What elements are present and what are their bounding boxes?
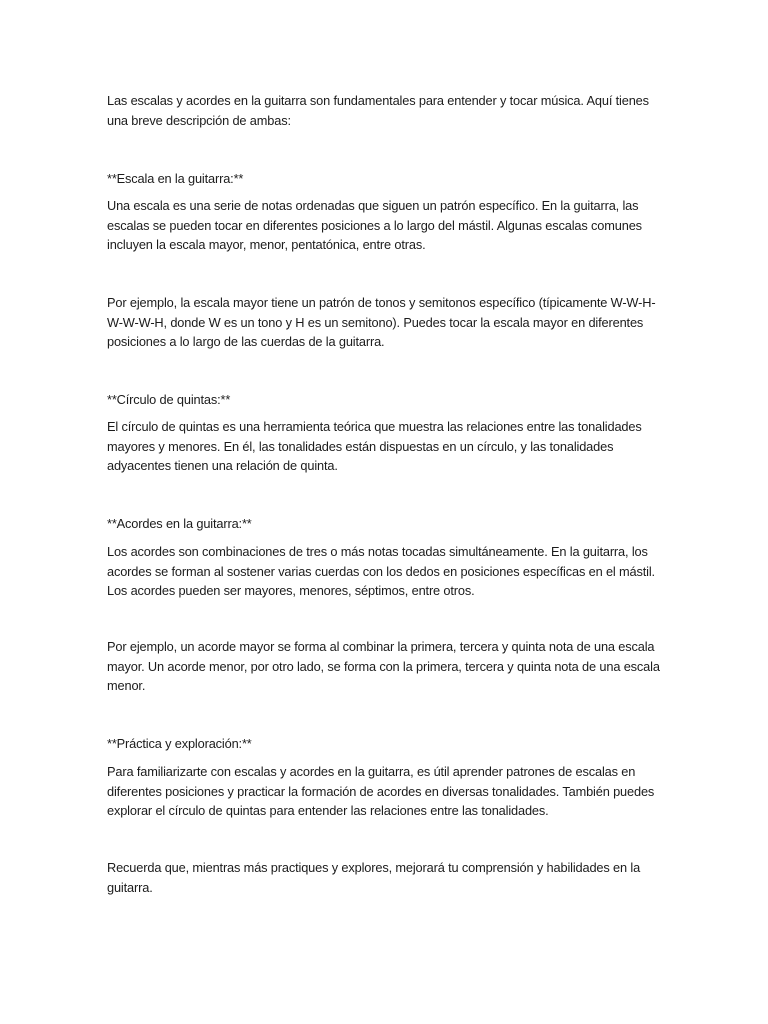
escala-paragraph-2: Por ejemplo, la escala mayor tiene un patrón de tonos y semitonos específico (típicamente W-W-H-W-W-W-H, donde W es un tono y H es un semitono). Puedes tocar la escala mayor en diferentes posiciones a lo largo de las cuerdas de la guitarra. bbox=[107, 295, 656, 350]
practica-paragraph-1: Para familiarizarte con escalas y acordes en la guitarra, es útil aprender patrones de escalas en diferentes posiciones y practicar la formación de acordes en diversas tonalidades. También puedes explorar el círculo de quintas para entender las relaciones entre las tonalidades. bbox=[107, 764, 655, 819]
circulo-paragraph-1: El círculo de quintas es una herramienta teórica que muestra las relaciones entre las tonalidades mayores y menores. En él, las tonalidades están dispuestas en un círculo, y las tonalidades adyacentes tienen una relación de quinta. bbox=[107, 419, 642, 474]
heading-practica: **Práctica y exploración:** bbox=[107, 736, 252, 751]
intro-paragraph: Las escalas y acordes en la guitarra son fundamentales para entender y tocar música. Aquí tienes una breve descripción de ambas: bbox=[107, 93, 649, 128]
heading-escala: **Escala en la guitarra:** bbox=[107, 171, 244, 186]
acordes-paragraph-2: Por ejemplo, un acorde mayor se forma al combinar la primera, tercera y quinta nota de una escala mayor. Un acorde menor, por otro lado, se forma con la primera, tercera y quinta nota de una escala menor. bbox=[107, 639, 660, 694]
acordes-paragraph-1: Los acordes son combinaciones de tres o más notas tocadas simultáneamente. En la guitarra, los acordes se forman al sostener varias cuerdas con los dedos en posiciones específicas en el mástil. Los acordes pueden ser mayores, menores, séptimos, entre otros. bbox=[107, 544, 655, 599]
escala-paragraph-1: Una escala es una serie de notas ordenadas que siguen un patrón específico. En la guitarra, las escalas se pueden tocar en diferentes posiciones a lo largo del mástil. Algunas escalas comunes incluyen la escala mayor, menor, pentatónica, entre otras. bbox=[107, 198, 642, 253]
heading-acordes: **Acordes en la guitarra:** bbox=[107, 516, 252, 531]
closing-paragraph: Recuerda que, mientras más practiques y explores, mejorará tu comprensión y habilidades en la guitarra. bbox=[107, 860, 641, 895]
heading-circulo: **Círculo de quintas:** bbox=[107, 392, 231, 407]
